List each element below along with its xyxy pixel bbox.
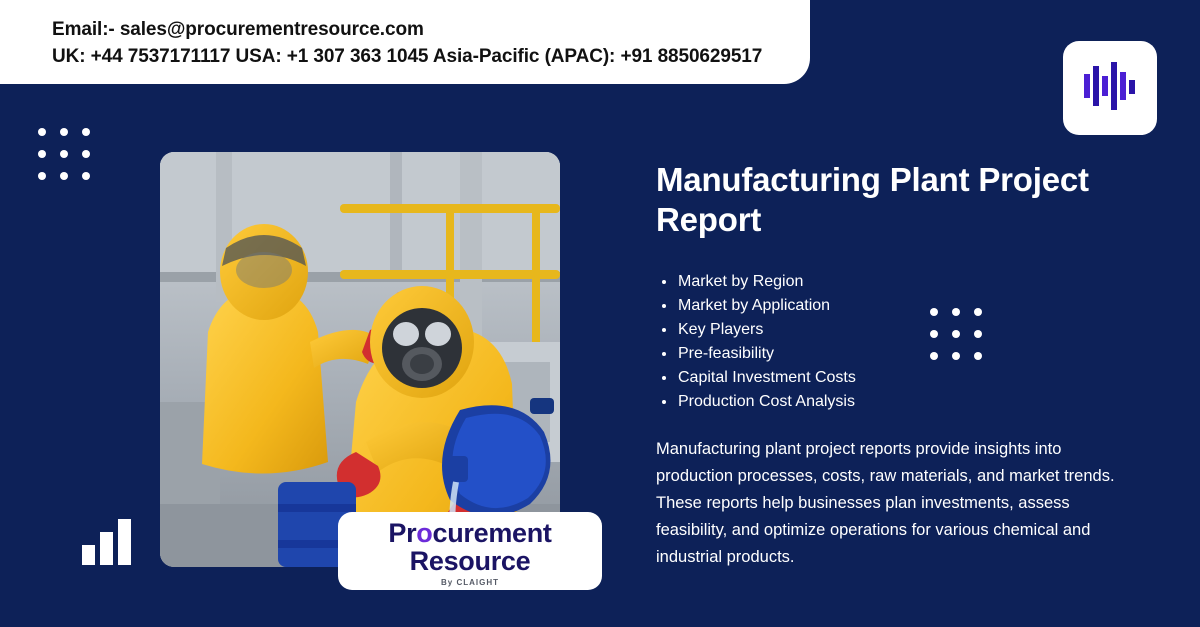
chart-badge xyxy=(1063,41,1157,135)
brand-logo-card xyxy=(338,512,602,590)
logo-o-mark: o xyxy=(416,518,433,548)
bar-chart-icon-bottom xyxy=(82,517,134,565)
logo-line-2: Resource xyxy=(409,546,531,576)
dot-grid-left xyxy=(38,128,90,180)
contact-bar xyxy=(0,0,810,84)
contact-phone-line: UK: +44 7537171117 USA: +1 307 363 1045 Asia-Pacific (APAC): +91 8850629517 xyxy=(52,46,763,67)
list-item: Market by Region xyxy=(656,270,1136,294)
bar-chart-icon xyxy=(1082,60,1138,117)
description-text: Manufacturing plant project reports provide insights into production processes, costs, raw materials, and market trends. These reports help businesses plan investments, assess feasibility, and optimize operations for various chemical and industrial products. xyxy=(656,440,1115,566)
page-title: Manufacturing Plant Project Report xyxy=(656,161,1089,238)
list-item: Market by Application xyxy=(656,294,1136,318)
list-item: Capital Investment Costs xyxy=(656,366,1136,390)
list-item: Key Players xyxy=(656,318,1136,342)
list-item: Production Cost Analysis xyxy=(656,390,1136,414)
contact-email-line: Email:- sales@procurementresource.com xyxy=(52,19,424,40)
logo-text-post: curement xyxy=(432,518,552,548)
logo-text-pre: Pr xyxy=(388,518,417,548)
content-column xyxy=(656,160,1136,571)
logo-line-1 xyxy=(388,519,551,547)
feature-list xyxy=(656,270,1136,414)
logo-subtitle: By CLAIGHT xyxy=(441,578,499,587)
hero-photo xyxy=(160,152,560,567)
list-item: Pre-feasibility xyxy=(656,342,1136,366)
